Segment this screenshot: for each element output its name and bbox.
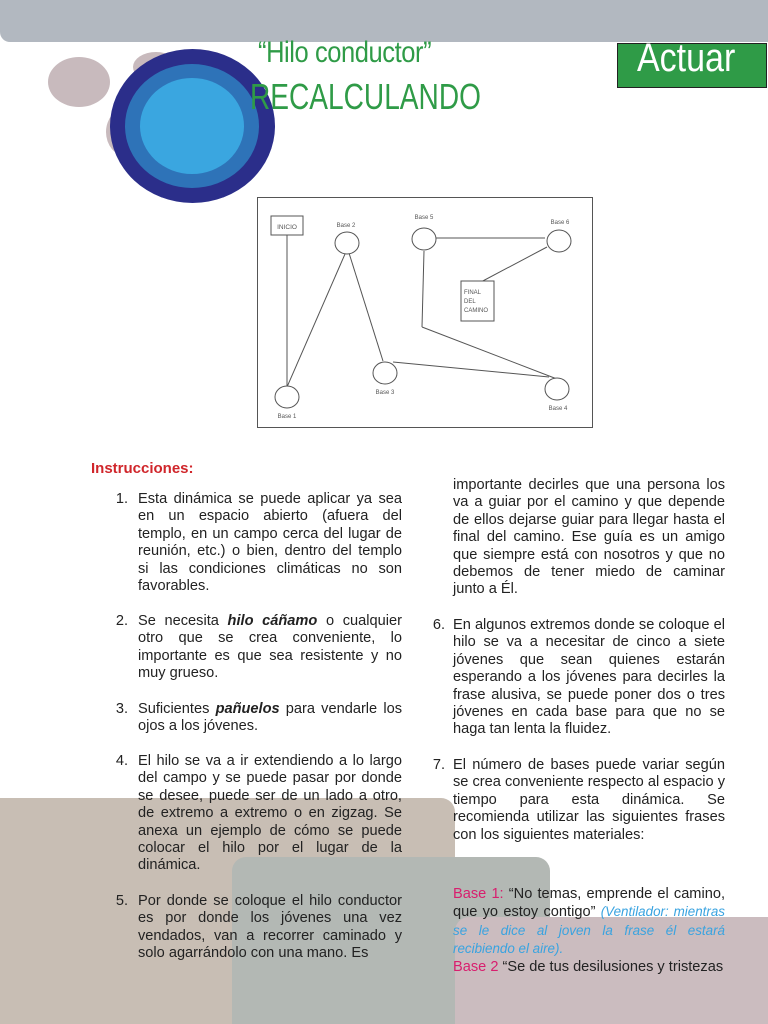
list-item-number: 3. xyxy=(115,701,128,717)
list-item-number: 4. xyxy=(115,753,128,769)
base-note: (Ventilador: mientras se le dice al joven la frase él estará recibiendo el aire). xyxy=(453,904,725,957)
list-item-number: 6. xyxy=(432,617,445,633)
emphasis: hilo cáñamo xyxy=(227,613,318,629)
path-diagram xyxy=(257,197,593,428)
decor-circle-light-blue xyxy=(140,78,244,174)
node-base5-label: Base 5 xyxy=(414,215,434,221)
page-subtitle: RECALCULANDO xyxy=(250,76,481,117)
decor-circle-pink xyxy=(48,57,110,107)
node-final-label: CAMINO xyxy=(464,308,488,314)
instructions-heading: Instrucciones: xyxy=(91,460,194,477)
node-base3-label: Base 3 xyxy=(375,390,395,396)
node-final-label: DEL xyxy=(464,299,476,305)
node-base4 xyxy=(545,378,569,400)
section-badge-label: Actuar xyxy=(637,36,736,80)
node-base3 xyxy=(373,362,397,384)
list-item-text: Esta dinámica se puede aplicar ya sea en un espacio abierto (afuera del templo, en un campo cerca del lugar de reunión, etc.) o bien, dentro del templo si las condiciones climáticas no son favorables. xyxy=(138,491,402,595)
list-item-text: En algunos extremos donde se coloque el hilo se va a necesitar de cinco a siete jóvenes que sean quienes estarán esperando a los jóvenes para decirles la frase alusiva, se puede poner dos o tres jóvenes en cada base para que no se haga tan lenta la fluidez. xyxy=(453,617,725,738)
list-item-text: El hilo se va a ir extendiendo a lo largo del campo y se puede pasar por donde se desee, puede ser de un lado a otro, de extremo a extremo o en zigzag. Se anexa un ejemplo de cómo se puede colocar el hilo por el lugar de la dinámica. xyxy=(138,753,402,874)
emphasis: pañuelos xyxy=(215,701,280,717)
node-base2-label: Base 2 xyxy=(336,223,356,229)
node-base6-label: Base 6 xyxy=(550,220,570,226)
list-item-text: Por donde se coloque el hilo conductor es por donde los jóvenes una vez vendados, van a recorrer caminado y solo agarrándolo con una mano. Es xyxy=(138,893,402,962)
node-inicio-label: INICIO xyxy=(277,224,297,231)
list-item-text: El número de bases puede variar según se crea conveniente respecto al espacio y tiempo para esta dinámica. Se recomienda utilizar las siguientes frases con los siguientes materiales: xyxy=(453,757,725,843)
node-base2 xyxy=(335,232,359,254)
list-item-text: Se necesita hilo cáñamo o cualquier otro que se crea conveniente, lo importante es que sea resistente y no muy grueso. xyxy=(138,613,402,682)
base-quote: “No temas, emprende el camino, que yo estoy contigo” xyxy=(453,886,725,921)
node-base4-label: Base 4 xyxy=(548,406,568,412)
base-phrase xyxy=(453,959,753,976)
list-item-number: 7. xyxy=(432,757,445,773)
node-base1-label: Base 1 xyxy=(277,414,297,420)
list-item-continuation: importante decirles que una persona los va a guiar por el camino y que depende de ellos dejarse guiar para llegar hasta el final del camino. Ese guía es un amigo que siempre está con nosotros y que no debemos de tener miedo de caminar junto a Él. xyxy=(453,477,725,598)
list-item-number: 5. xyxy=(115,893,128,909)
node-final-label: FINAL xyxy=(464,290,482,296)
node-base5 xyxy=(412,228,436,250)
node-base6 xyxy=(547,230,571,252)
list-item-number: 1. xyxy=(115,491,128,507)
base-label: Base 1: xyxy=(453,886,504,902)
list-item-number: 2. xyxy=(115,613,128,629)
list-item-text: Suficientes pañuelos para vendarle los ojos a los jóvenes. xyxy=(138,701,402,735)
page-title: “Hilo conductor” xyxy=(258,36,432,69)
base-label: Base 2 xyxy=(453,959,499,975)
base-phrase xyxy=(453,886,725,959)
base-quote: “Se de tus desilusiones y tristezas xyxy=(498,959,724,975)
node-base1 xyxy=(275,386,299,408)
